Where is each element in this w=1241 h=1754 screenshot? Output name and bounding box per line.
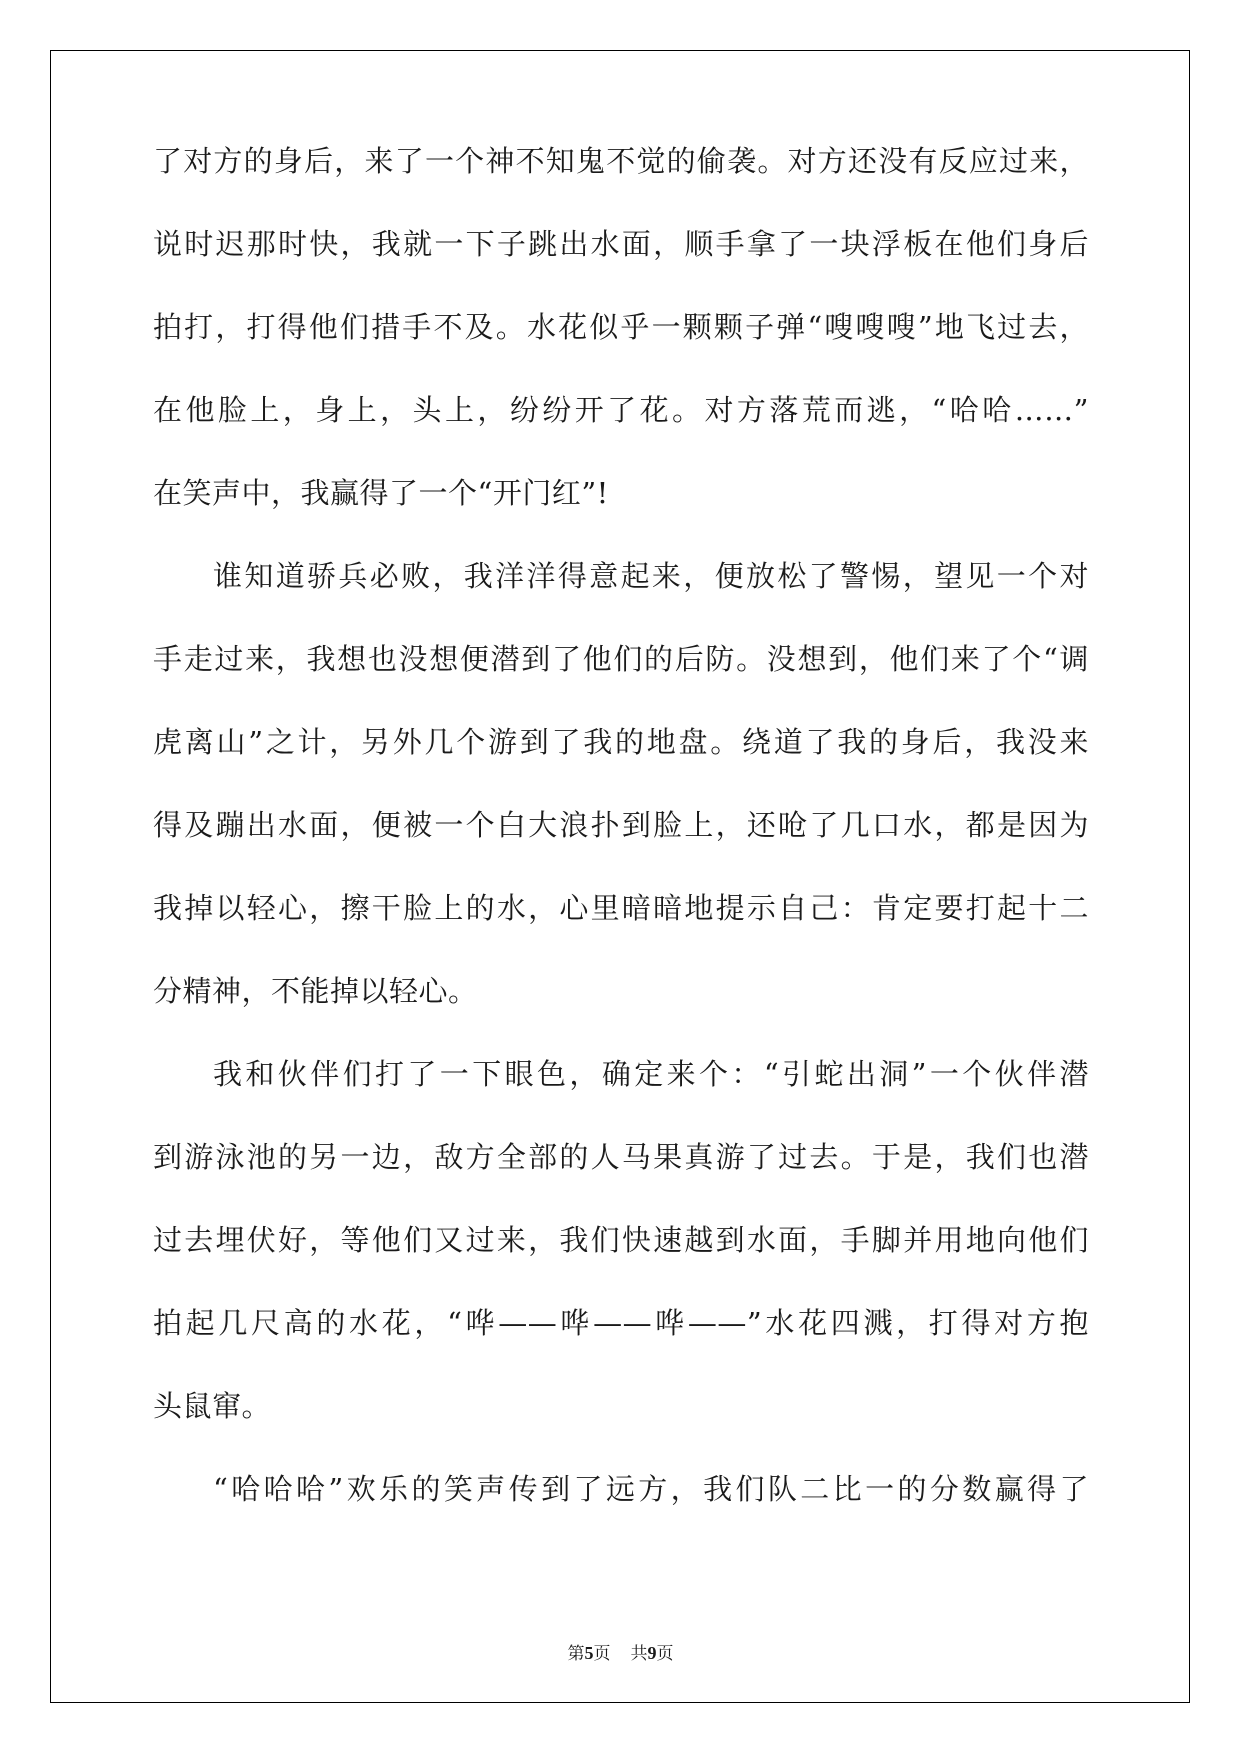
- text-line: 在笑声中，我赢得了一个“开门红”!: [153, 476, 609, 510]
- page-number-footer: [0, 1641, 1241, 1666]
- total-prefix: 共: [630, 1644, 648, 1664]
- text-line: 拍打，打得他们措手不及。水花似乎一颗颗子弹“嗖嗖嗖”地飞过去，: [153, 310, 1089, 344]
- text-line: 说时迟那时快，我就一下子跳出水面，顺手拿了一块浮板在他们身后: [153, 227, 1089, 261]
- text-line: 得及蹦出水面，便被一个白大浪扑到脸上，还呛了几口水，都是因为: [153, 808, 1089, 842]
- total-suffix: 页: [656, 1644, 674, 1664]
- text-line: 我掉以轻心，擦干脸上的水，心里暗暗地提示自己：肯定要打起十二: [153, 891, 1089, 925]
- text-line: 过去埋伏好，等他们又过来，我们快速越到水面，手脚并用地向他们: [153, 1223, 1089, 1257]
- paragraph-first-line: 我和伙伴们打了一下眼色，确定来个：“引蛇出洞”一个伙伴潜: [213, 1057, 1089, 1091]
- text-line: 手走过来，我想也没想便潜到了他们的后防。没想到，他们来了个“调: [153, 642, 1089, 676]
- text-line: 头鼠窜。: [153, 1389, 272, 1423]
- text-line: 分精神，不能掉以轻心。: [153, 974, 478, 1008]
- page-prefix: 第: [567, 1644, 585, 1664]
- text-line: 到游泳池的另一边，敌方全部的人马果真游了过去。于是，我们也潜: [153, 1140, 1089, 1174]
- text-line: 了对方的身后，来了一个神不知鬼不觉的偷袭。对方还没有反应过来，: [153, 144, 1089, 178]
- paragraph-first-line: “哈哈哈”欢乐的笑声传到了远方，我们队二比一的分数赢得了: [213, 1472, 1089, 1506]
- current-page-number: 5: [584, 1643, 594, 1663]
- total-pages-number: 9: [647, 1643, 657, 1663]
- text-line: 虎离山”之计，另外几个游到了我的地盘。绕道了我的身后，我没来: [153, 725, 1089, 759]
- paragraph-first-line: 谁知道骄兵必败，我洋洋得意起来，便放松了警惕，望见一个对: [213, 559, 1089, 593]
- page-border: [50, 50, 1190, 1703]
- text-line: 拍起几尺高的水花，“哗——哗——哗——”水花四溅，打得对方抱: [153, 1306, 1089, 1340]
- page-suffix: 页: [593, 1644, 611, 1664]
- text-line: 在他脸上，身上，头上，纷纷开了花。对方落荒而逃，“哈哈……”: [153, 393, 1089, 427]
